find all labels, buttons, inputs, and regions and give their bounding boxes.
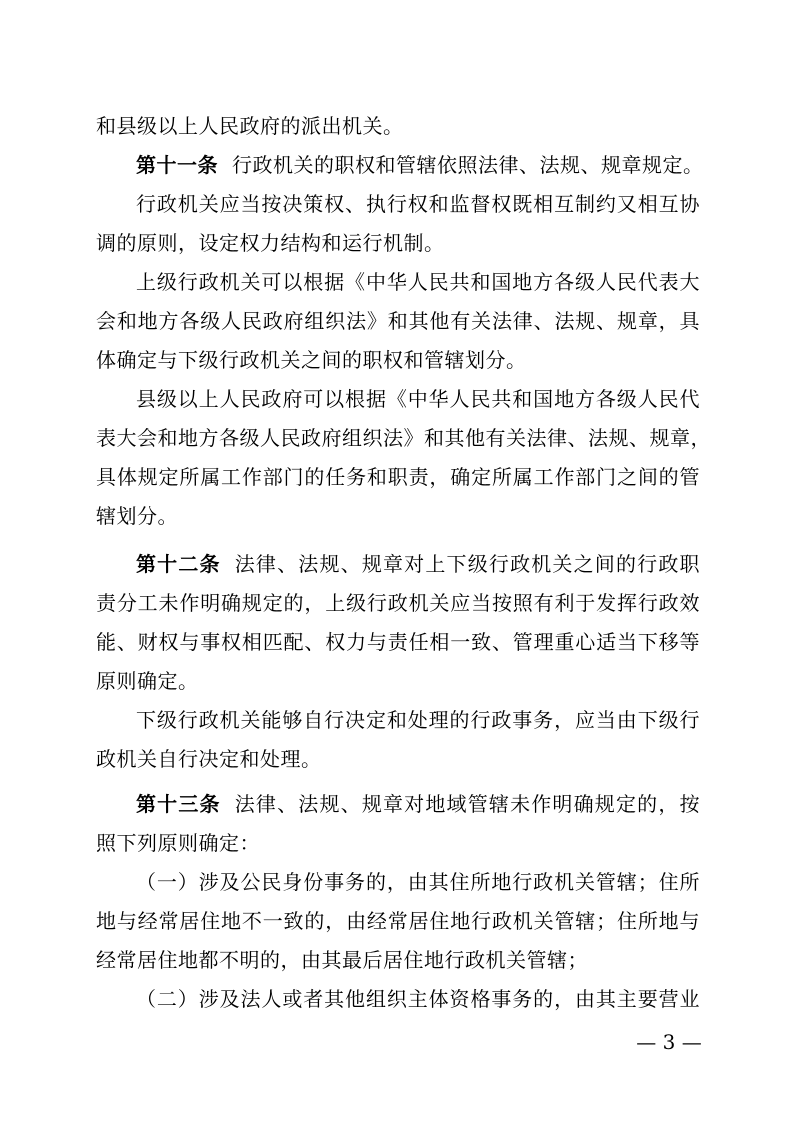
- text-line: 能、财权与事权相匹配、权力与责任相一致、管理重心适当下移等: [96, 630, 700, 654]
- text-line: 下级行政机关能够自行决定和处理的行政事务，应当由下级行: [136, 708, 700, 732]
- text-line: 上级行政机关可以根据《中华人民共和国地方各级人民代表大: [136, 270, 700, 294]
- text-line: 地与经常居住地不一致的，由经常居住地行政机关管辖；住所地与: [96, 909, 700, 933]
- text-line: 调的原则，设定权力结构和运行机制。: [96, 231, 445, 255]
- article-13-line: [136, 784, 700, 824]
- article-12-heading: 第十二条: [136, 552, 221, 576]
- text-line: 表大会和地方各级人民政府组织法》和其他有关法律、法规、规章，: [96, 426, 711, 450]
- text-line: 会和地方各级人民政府组织法》和其他有关法律、法规、规章，具: [96, 309, 700, 333]
- page-number: — 3 —: [636, 1030, 702, 1054]
- text-line: 辖划分。: [96, 504, 178, 528]
- text-line: 行政机关应当按决策权、执行权和监督权既相互制约又相互协: [136, 192, 700, 216]
- text-line: （一）涉及公民身份事务的，由其住所地行政机关管辖；住所: [136, 870, 700, 894]
- text-line: 照下列原则确定：: [96, 831, 260, 855]
- text-line: 法律、法规、规章对地域管辖未作明确规定的，按: [234, 792, 701, 816]
- text-line: 法律、法规、规章对上下级行政机关之间的行政职: [234, 552, 701, 576]
- text-line: 原则确定。: [96, 669, 199, 693]
- text-line: 具体规定所属工作部门的任务和职责，确定所属工作部门之间的管: [96, 465, 700, 489]
- text-line: （二）涉及法人或者其他组织主体资格事务的，由其主要营业: [136, 987, 700, 1011]
- text-line: 行政机关的职权和管辖依照法律、法规、规章规定。: [232, 153, 704, 177]
- text-line: 县级以上人民政府可以根据《中华人民共和国地方各级人民代: [136, 387, 700, 411]
- text-line: 经常居住地都不明的，由其最后居住地行政机关管辖；: [96, 948, 588, 972]
- text-line: 责分工未作明确规定的，上级行政机关应当按照有利于发挥行政效: [96, 591, 700, 615]
- article-12-line: [136, 544, 700, 584]
- text-line: 体确定与下级行政机关之间的职权和管辖划分。: [96, 348, 527, 372]
- article-13-heading: 第十三条: [136, 792, 221, 816]
- text-line: 政机关自行决定和处理。: [96, 747, 322, 771]
- article-11-heading: 第十一条: [136, 153, 218, 177]
- article-11-line: [136, 145, 704, 185]
- text-line: 和县级以上人民政府的派出机关。: [96, 114, 404, 138]
